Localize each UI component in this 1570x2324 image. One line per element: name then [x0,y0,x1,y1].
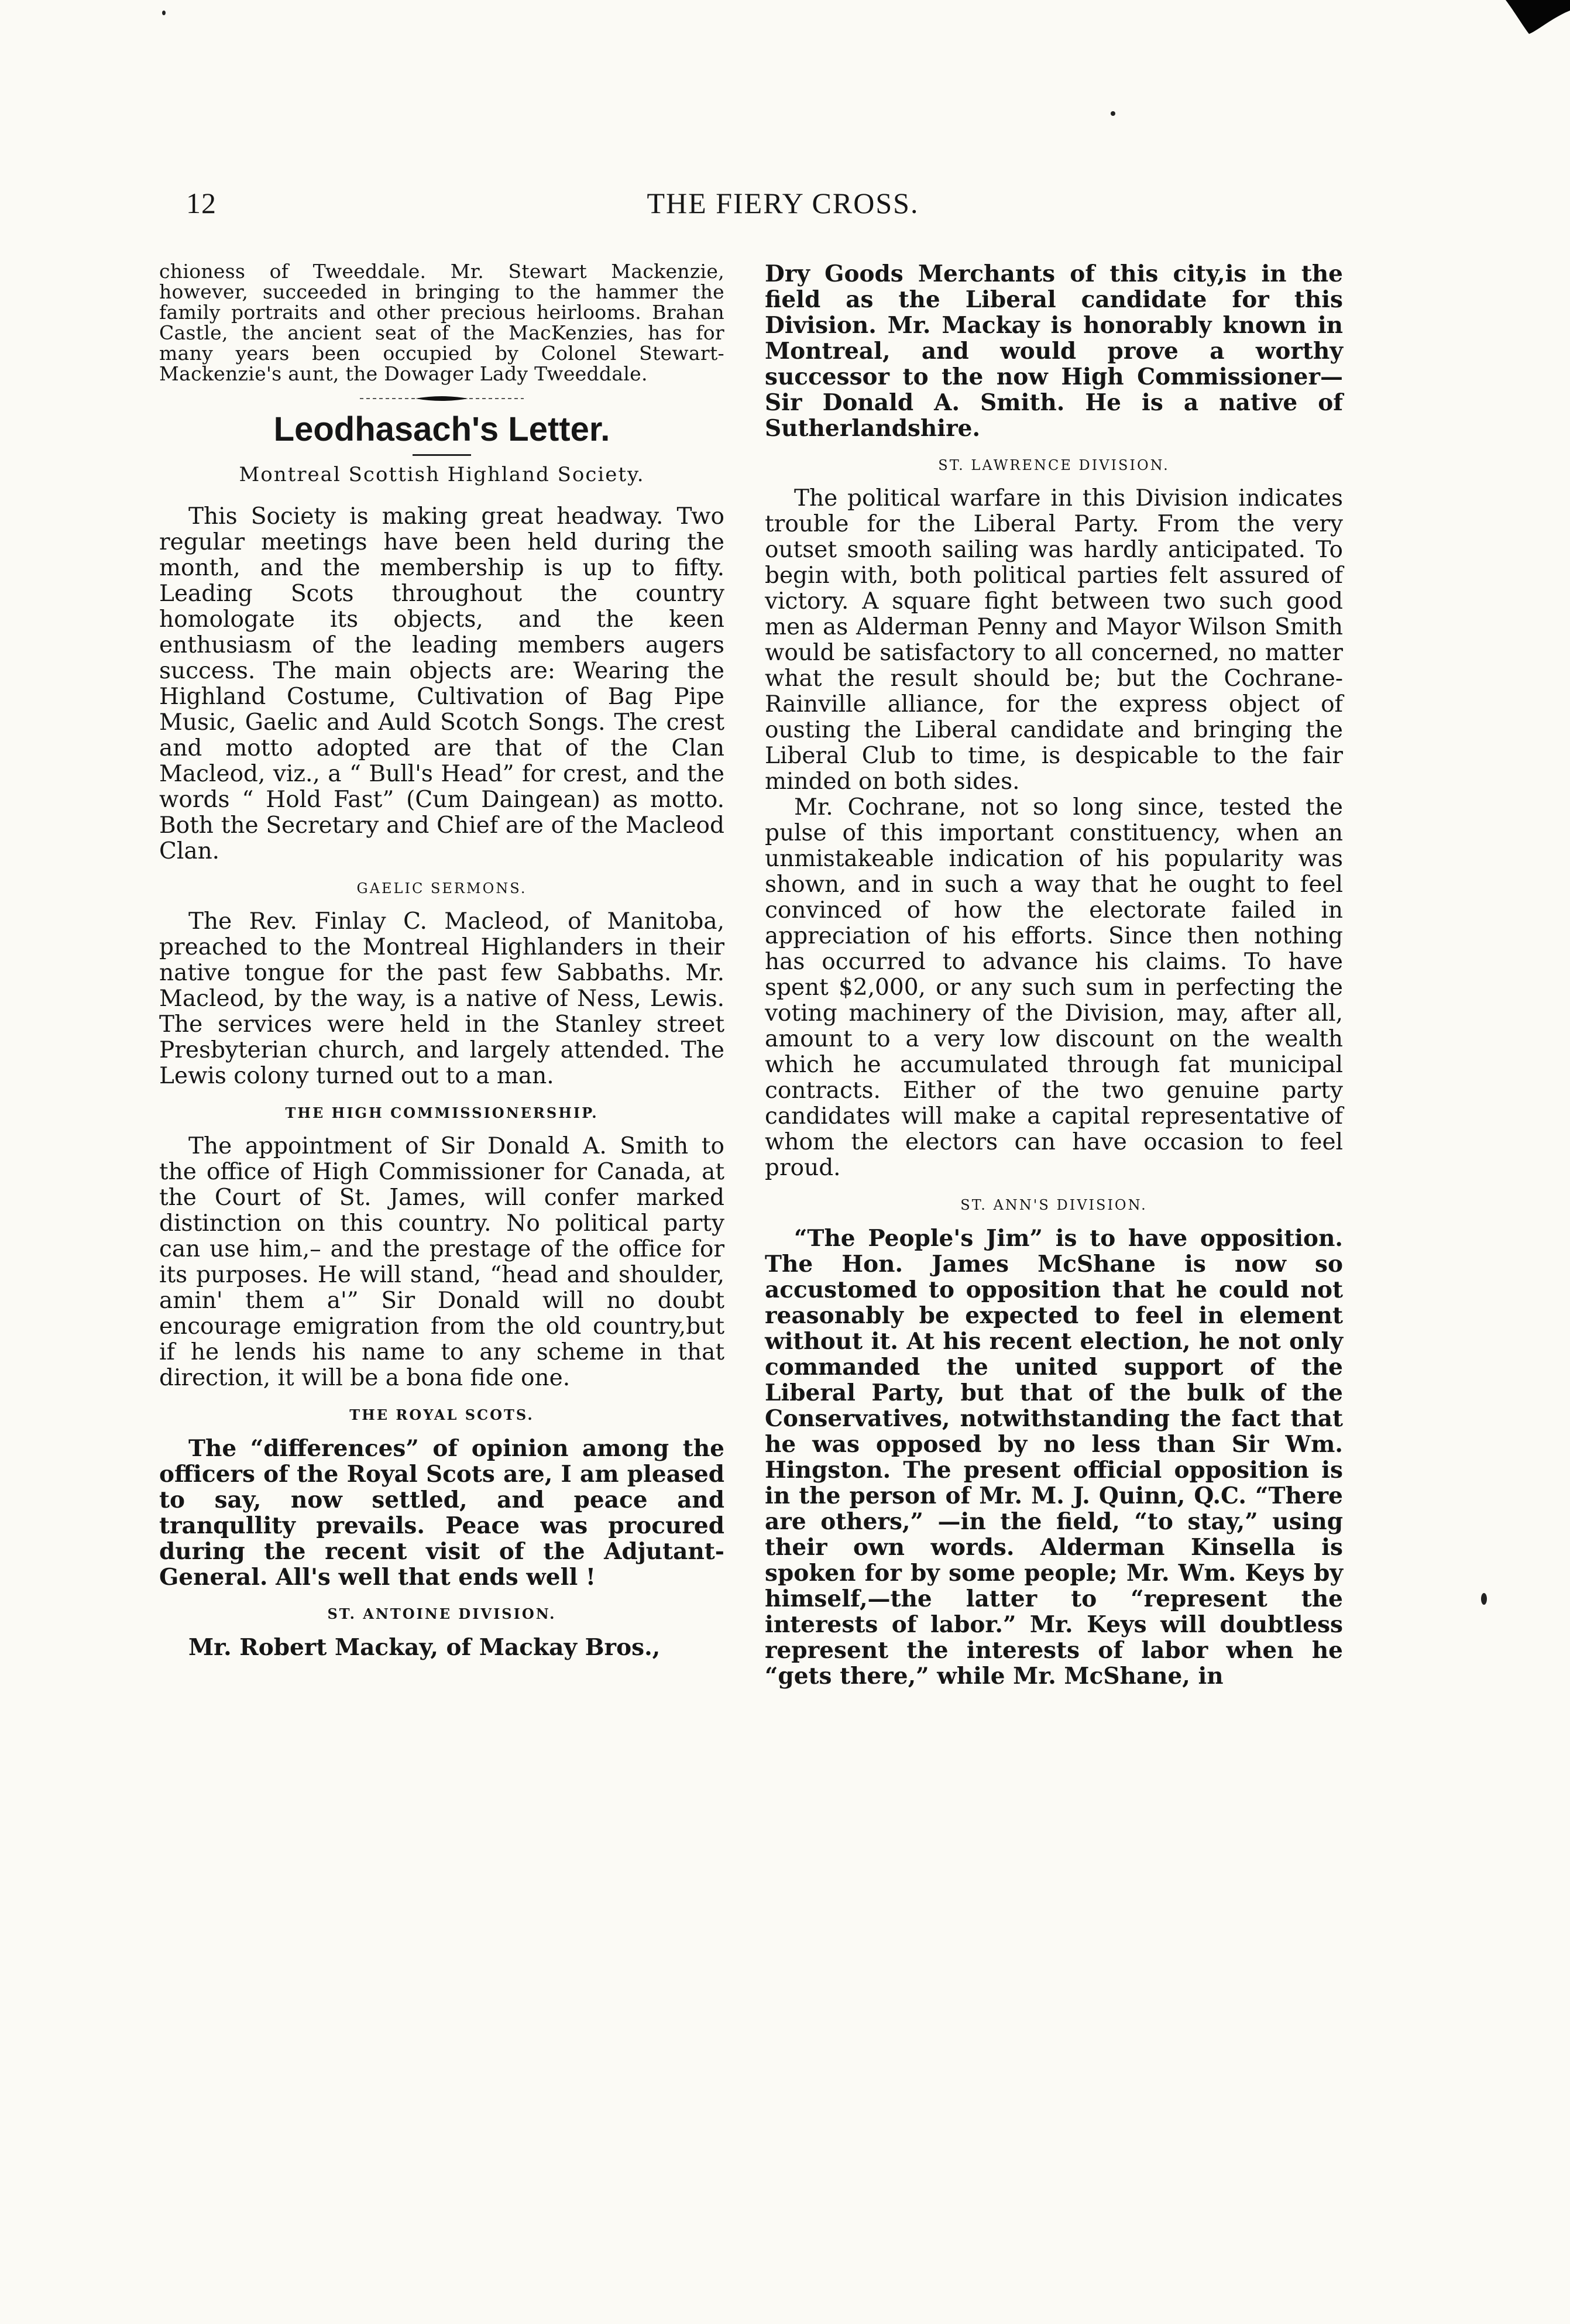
society-paragraph: This Society is making great headway. Two regular meetings have been held during the month, and the membership is up to fifty. Leading Scots throughout the country homologate its objects, and the keen enthusiasm of the leading members augers success. The main objects are: Wearing the Highland Costume, Cultivation of Bag Pipe Music, Gaelic and Auld Scotch Songs. The crest and motto adopted are that of the Clan Macleod, viz., a “ Bull's Head” for crest, and the words “ Hold Fast” (Cum Daingean) as motto. Both the Secretary and Chief are of the Macleod Clan. [159,503,724,864]
gaelic-sermons-heading: GAELIC SERMONS. [356,880,527,897]
high-commissionership-paragraph: The appointment of Sir Donald A. Smith to the office of High Commissioner for Canada, at the Court of St. James, will confer marked distinction on this country. No political party can use him,– and the prestage of the office for its purposes. He will stand, “head and shoulder, amin' them a'” Sir Donald will no doubt encourage emigration from the old country,but if he lends his name to any scheme in that direction, it will be a bona fide one. [159,1133,724,1391]
scan-speck [1111,111,1115,116]
scan-speck [162,11,166,15]
st-ann-heading: ST. ANN'S DIVISION. [960,1197,1148,1213]
right-column [765,261,1343,1689]
letter-title: Leodhasach's Letter. [273,410,610,448]
page-number: 12 [186,187,217,219]
left-column [159,261,724,1660]
st-antoine-heading: ST. ANTOINE DIVISION. [327,1605,556,1622]
corner-scan-mark [1482,0,1570,35]
scan-speck [1481,1593,1487,1605]
journal-title: THE FIERY CROSS. [647,187,919,219]
st-lawrence-paragraph-2: Mr. Cochrane, not so long since, tested the pulse of this important constituency, when an unmistakeable indication of his popularity was shown, and in such a way that he ought to feel convinced of how the electorate failed in appreciation of his efforts. Since then nothing has occurred to advance his claims. To have spent $2,000, or any such sum in perfecting the voting machinery of the Division, may, after all, amount to a very low discount on the wealth which he accumulated through fat municipal contracts. Either of the two genuine party candidates will make a capital representative of whom the electors can have occasion to feel proud. [765,794,1343,1181]
high-commissionership-heading: THE HIGH COMMISSIONERSHIP. [285,1104,599,1121]
society-heading: Montreal Scottish Highland Society. [239,463,645,486]
title-rule [413,454,471,456]
ornamental-rule [354,394,530,403]
st-lawrence-paragraph-1: The political warfare in this Division indicates trouble for the Liberal Party. From the very outset smooth sailing was hardly anticipated. To begin with, both political parties felt assured of victory. A square fight between two such good men as Alderman Penny and Mayor Wilson Smith would be satisfactory to all concerned, no matter what the result should be; but the Cochrane-Rainville alliance, for the express object of ousting the Liberal candidate and bringing the Liberal Club to time, is despicable to the fair minded on both sides. [765,485,1343,795]
gaelic-sermons-paragraph: The Rev. Finlay C. Macleod, of Manitoba, preached to the Montreal Highlanders in their native tongue for the past few Sabbaths. Mr. Macleod, by the way, is a native of Ness, Lewis. The services were held in the Stanley street Presbyterian church, and largely attended. The Lewis colony turned out to a man. [159,908,724,1089]
st-lawrence-heading: ST. LAWRENCE DIVISION. [938,457,1170,473]
st-antoine-paragraph-start: Mr. Robert Mackay, of Mackay Bros., [188,1634,661,1661]
intro-paragraph: chioness of Tweeddale. Mr. Stewart Mackenzie, however, succeeded in bringing to the hammer the family portraits and other precious heirlooms. Brahan Castle, the ancient seat of the MacKenzies, has for many years been occupied by Colonel Stewart-Mackenzie's aunt, the Dowager Lady Tweeddale. [159,260,724,385]
royal-scots-heading: THE ROYAL SCOTS. [349,1406,534,1423]
st-antoine-paragraph-continued: Dry Goods Merchants of this city,is in the field as the Liberal candidate for this Division. Mr. Mackay is honorably known in Montreal, and would prove a worthy successor to the now High Commissioner—Sir Donald A. Smith. He is a native of Sutherlandshire. [765,260,1343,442]
st-ann-paragraph: “The People's Jim” is to have opposition. The Hon. James McShane is now so accustomed to opposition that he could not reasonably be expected to feel in element without it. At his recent election, he not only commanded the united support of the Liberal Party, but that of the bulk of the Conservatives, notwithstanding the fact that he was opposed by no less than Sir Wm. Hingston. The present official opposition is in the person of Mr. M. J. Quinn, Q.C. “There are others,” —in the field, “to stay,” using their own words. Alderman Kinsella is spoken for by some people; Mr. Wm. Keys by himself,—the latter to “represent the interests of labor.” Mr. Keys will doubtless represent the interests of labor when he “gets there,” while Mr. McShane, in [765,1225,1343,1690]
royal-scots-paragraph: The “differences” of opinion among the officers of the Royal Scots are, I am pleased to say, now settled, and peace and tranqullity prevails. Peace was procured during the recent visit of the Adjutant-General. All's well that ends well ! [159,1435,724,1591]
page-header [186,186,1380,233]
